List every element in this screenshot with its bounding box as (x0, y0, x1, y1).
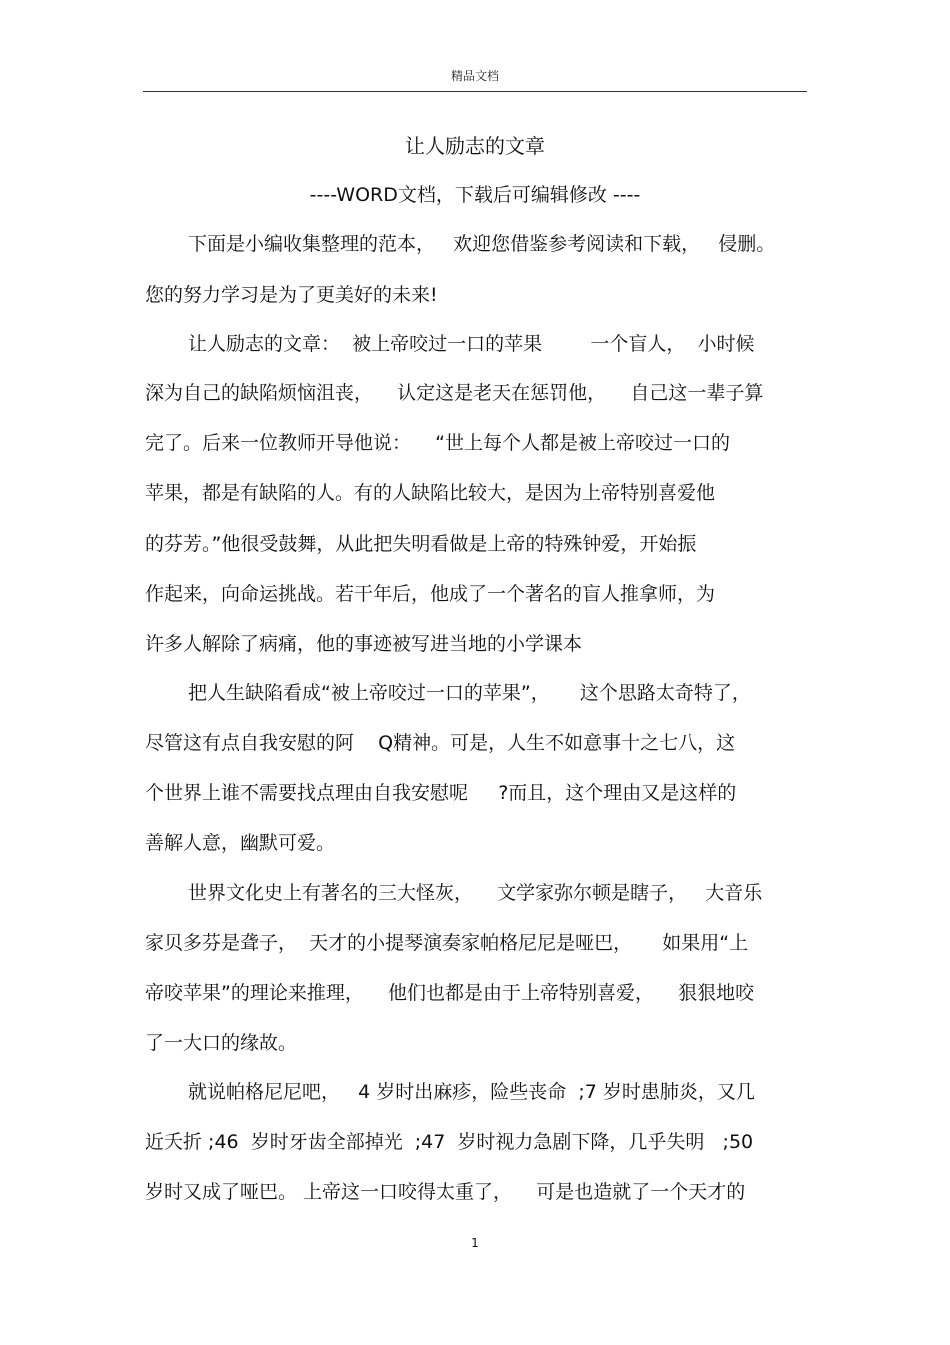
paragraph-line: 的芬芳。”他很受鼓舞，从此把失明看做是上帝的特殊钟爱，开始振 (145, 533, 697, 555)
page-number: 1 (471, 1236, 479, 1250)
paragraph-line: 让人励志的文章： 被上帝咬过一口的苹果 一个盲人， 小时候 (188, 333, 755, 355)
paragraph-line: 尽管这有点自我安慰的阿 Q精神。可是，人生不如意事十之七八，这 (145, 732, 736, 754)
document-subtitle: ----WORD文档，下载后可编辑修改 ---- (309, 184, 641, 206)
paragraph-line: 许多人解除了病痛，他的事迹被写进当地的小学课本 (145, 633, 583, 655)
paragraph-line: 世界文化史上有著名的三大怪灰， 文学家弥尔顿是瞎子， 大音乐 (188, 882, 763, 904)
paragraph-line: 下面是小编收集整理的范本， 欢迎您借鉴参考阅读和下载， 侵删。 (188, 233, 776, 255)
paragraph-line: 善解人意，幽默可爱。 (145, 832, 336, 854)
paragraph-line: 近夭折 ;46 岁时牙齿全部掉光 ;47 岁时视力急剧下降，几乎失明 ;50 (145, 1131, 754, 1153)
paragraph-line: 个世界上谁不需要找点理由自我安慰呢 ?而且，这个理由又是这样的 (145, 782, 737, 804)
document-title: 让人励志的文章 (405, 134, 545, 158)
page-header: 精品文档 (450, 69, 499, 83)
paragraph-line: 把人生缺陷看成“被上帝咬过一口的苹果”， 这个思路太奇特了， (188, 682, 751, 704)
paragraph-line: 完了。后来一位教师开导他说： “世上每个人都是被上帝咬过一口的 (145, 432, 731, 454)
paragraph-line: 了一大口的缘故。 (145, 1032, 298, 1054)
paragraph-line: 深为自己的缺陷烦恼沮丧， 认定这是老天在惩罚他， 自己这一辈子算 (145, 382, 764, 404)
paragraph-line: 家贝多芬是聋子， 天才的小提琴演奏家帕格尼尼是哑巴， 如果用“上 (145, 932, 749, 954)
paragraph-line: 岁时又成了哑巴。 上帝这一口咬得太重了， 可是也造就了一个天才的 (145, 1181, 746, 1203)
paragraph-line: 就说帕格尼尼吧， 4 岁时出麻疹，险些丧命 ;7 岁时患肺炎，又几 (188, 1081, 755, 1103)
paragraph-line: 您的努力学习是为了更美好的未来! (145, 284, 438, 306)
paragraph-line: 帝咬苹果”的理论来推理， 他们也都是由于上帝特别喜爱， 狠狠地咬 (145, 982, 755, 1004)
paragraph-line: 作起来，向命运挑战。若干年后，他成了一个著名的盲人推拿师，为 (145, 583, 716, 605)
header-divider (143, 91, 807, 92)
paragraph-line: 苹果，都是有缺陷的人。有的人缺陷比较大，是因为上帝特别喜爱他 (145, 482, 716, 504)
